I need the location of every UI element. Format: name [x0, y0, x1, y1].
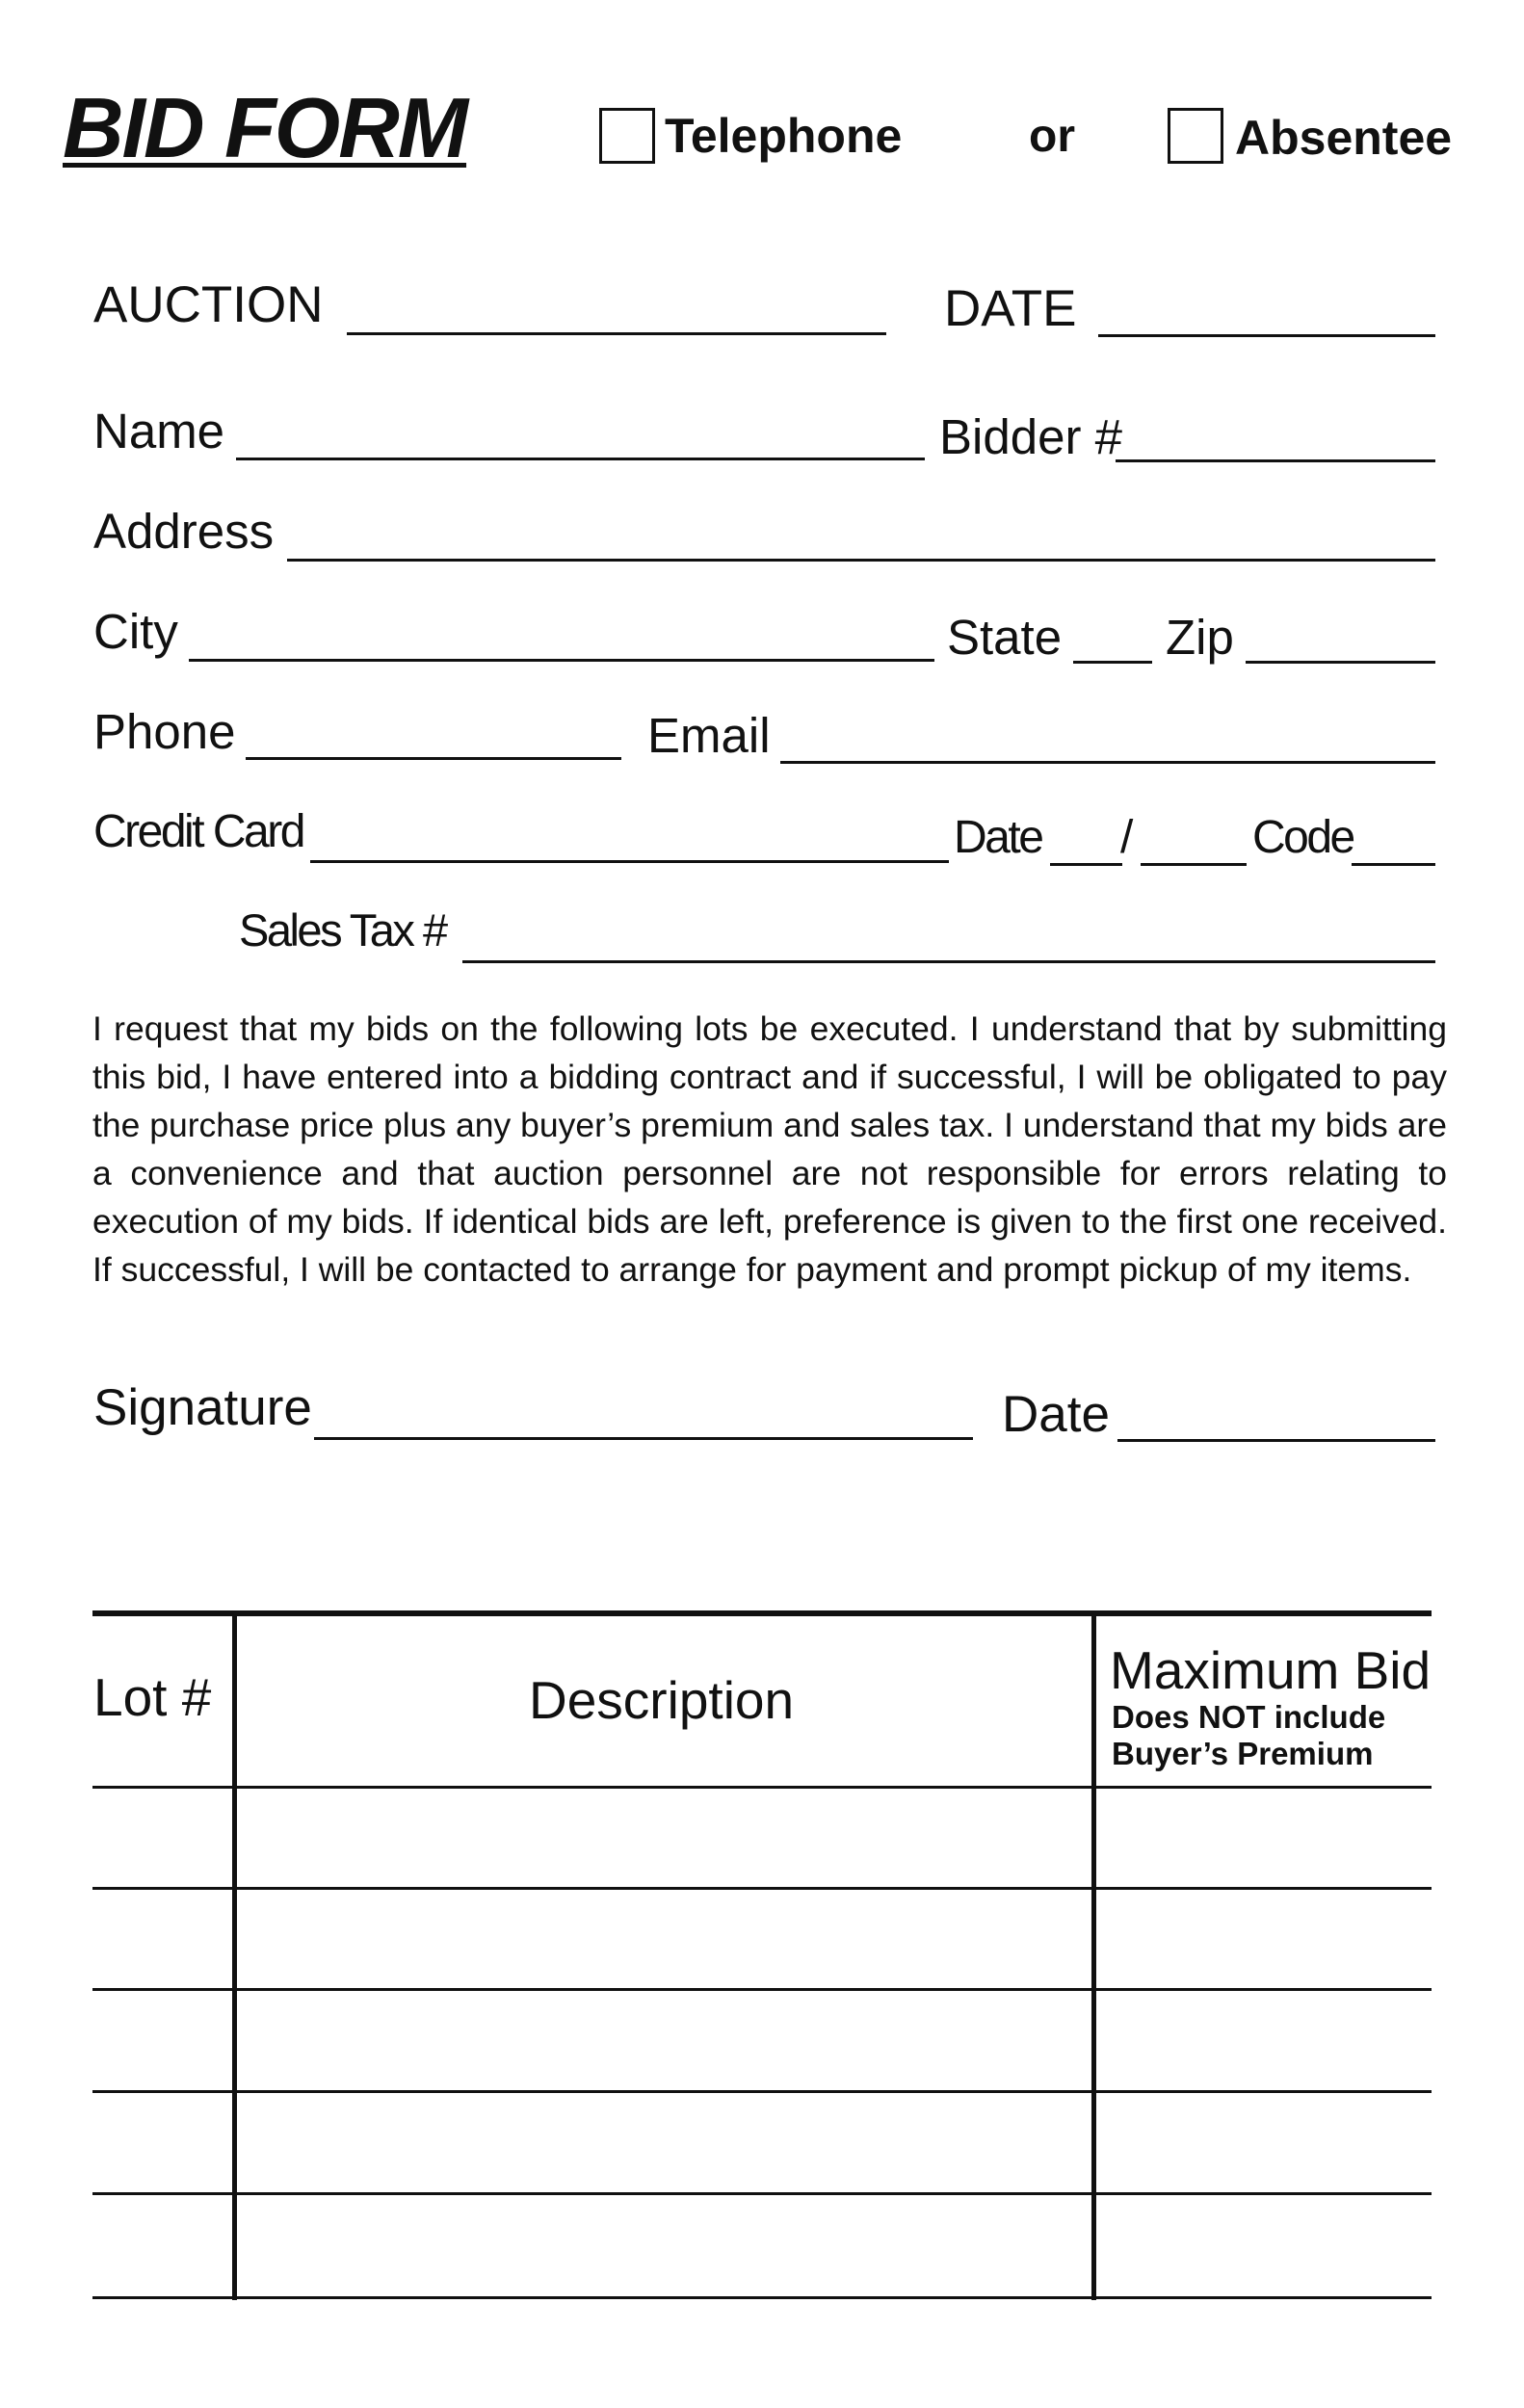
telephone-label: Telephone [665, 109, 903, 163]
sales-tax-label: Sales Tax # [239, 904, 446, 955]
maximum-bid-note-line-2: Buyer’s Premium [1112, 1736, 1374, 1771]
maximum-bid-note-line-1: Does NOT include [1112, 1699, 1386, 1735]
table-row[interactable] [92, 2093, 1432, 2195]
maximum-bid-header: Maximum Bid [1110, 1640, 1432, 1700]
bidder-number-label: Bidder # [939, 409, 1122, 464]
sales-tax-field[interactable] [462, 960, 1435, 963]
card-month-field[interactable] [1050, 863, 1122, 866]
code-label: Code [1252, 812, 1353, 863]
card-year-field[interactable] [1141, 863, 1247, 866]
email-field[interactable] [780, 761, 1435, 764]
table-row[interactable] [92, 2195, 1432, 2299]
email-label: Email [647, 708, 771, 763]
card-date-separator: / [1120, 812, 1134, 863]
table-top-border [92, 1610, 1432, 1616]
telephone-checkbox[interactable] [599, 108, 655, 164]
code-field[interactable] [1352, 863, 1435, 866]
form-title: BID FORM [63, 80, 467, 175]
auction-field[interactable] [347, 332, 886, 335]
credit-card-field[interactable] [310, 860, 949, 863]
signature-label: Signature [93, 1379, 312, 1436]
description-header: Description [529, 1670, 795, 1730]
auction-date-field[interactable] [1098, 334, 1435, 337]
lot-number-header: Lot # [93, 1667, 212, 1727]
absentee-checkbox[interactable] [1168, 108, 1223, 164]
bidder-number-field[interactable] [1116, 459, 1435, 462]
name-field[interactable] [236, 458, 925, 460]
table-row[interactable] [92, 1991, 1432, 2093]
card-date-label: Date [954, 812, 1042, 863]
city-field[interactable] [189, 659, 934, 662]
state-label: State [947, 610, 1063, 665]
zip-field[interactable] [1246, 661, 1435, 664]
city-label: City [93, 604, 178, 659]
row-divider [92, 2296, 1432, 2299]
state-field[interactable] [1073, 661, 1152, 664]
auction-label: AUCTION [93, 276, 324, 333]
or-label: or [1029, 111, 1075, 162]
name-label: Name [93, 404, 225, 458]
agreement-text: I request that my bids on the following lots be executed. I understand that by submitting this bid, I have entered into a bidding contract and if successful, I will be obligated to pay the purchase price plus any buyer’s premium and sales tax. I understand that my bids are a convenience and that auction personnel are not responsible for errors relating to execution of my bids. If identical bids are left, preference is given to the first one received. If successful, I will be contacted to arrange for payment and prompt pickup of my items. [92, 1009, 1447, 1289]
table-row[interactable] [92, 1890, 1432, 1991]
phone-label: Phone [93, 704, 236, 759]
address-field[interactable] [287, 559, 1435, 562]
absentee-label: Absentee [1235, 111, 1453, 165]
signature-date-label: Date [1002, 1386, 1110, 1443]
phone-field[interactable] [246, 757, 621, 760]
address-label: Address [93, 504, 275, 559]
signature-field[interactable] [314, 1437, 973, 1440]
signature-date-field[interactable] [1117, 1439, 1435, 1442]
auction-date-label: DATE [944, 280, 1077, 337]
table-row[interactable] [92, 1789, 1432, 1890]
zip-label: Zip [1166, 610, 1234, 665]
credit-card-label: Credit Card [93, 806, 303, 857]
